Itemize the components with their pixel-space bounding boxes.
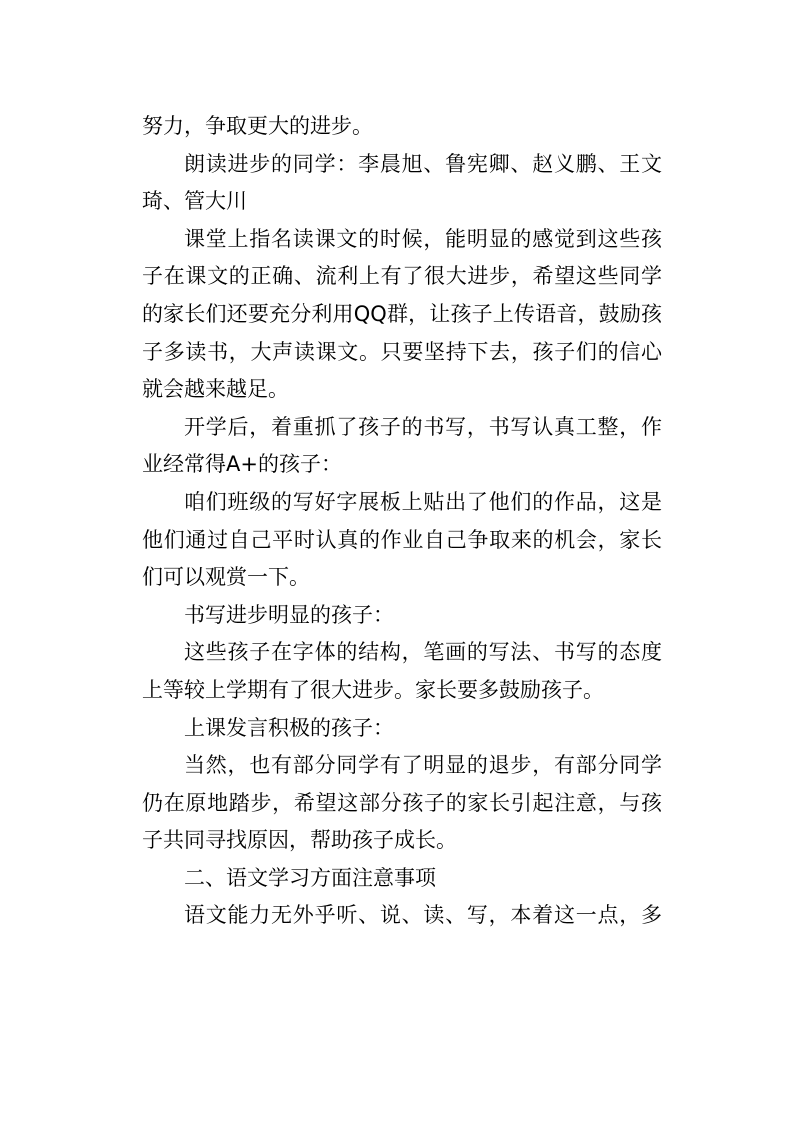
text-line: 课堂上指名读课文的时候，能明显的感觉到这些孩: [184, 226, 662, 251]
text-line: 们可以观赏一下。: [142, 565, 310, 590]
text-line: 他们通过自己平时认真的作业自己争取来的机会，家长: [142, 527, 662, 552]
text-line: 这些孩子在字体的结构，笔画的写法、书写的态度: [184, 640, 662, 665]
text-line: 上等较上学期有了很大进步。家长要多鼓励孩子。: [142, 677, 604, 702]
text-line: 子共同寻找原因，帮助孩子成长。: [142, 828, 457, 853]
text-line: 朗读进步的同学：李晨旭、鲁宪卿、赵义鹏、王文: [184, 151, 662, 176]
text-line: 的家长们还要充分利用QQ群，让孩子上传语音，鼓励孩: [142, 301, 662, 326]
text-line: 努力，争取更大的进步。: [142, 114, 373, 138]
text-line: 仍在原地踏步，希望这部分孩子的家长引起注意，与孩: [142, 790, 662, 815]
text-line: 子多读书，大声读课文。只要坚持下去，孩子们的信心: [142, 339, 662, 364]
text-line: 琦、管大川: [142, 189, 247, 214]
text-line: 开学后，着重抓了孩子的书写，书写认真工整，作: [184, 414, 662, 439]
document-body: [142, 108, 662, 935]
text-line: 书写进步明显的孩子：: [184, 602, 394, 627]
text-line: 子在课文的正确、流利上有了很大进步，希望这些同学: [142, 264, 662, 289]
text-line: 上课发言积极的孩子：: [184, 715, 394, 740]
text-line: 就会越来越足。: [142, 377, 289, 402]
text-line: 语文能力无外乎听、说、读、写，本着这一点，多: [184, 903, 662, 928]
text-line: 当然，也有部分同学有了明显的退步，有部分同学: [184, 753, 662, 778]
text-line: 业经常得A+的孩子：: [142, 452, 342, 477]
text-line: 咱们班级的写好字展板上贴出了他们的作品，这是: [184, 489, 662, 514]
section-heading: 二、语文学习方面注意事项: [184, 865, 436, 890]
